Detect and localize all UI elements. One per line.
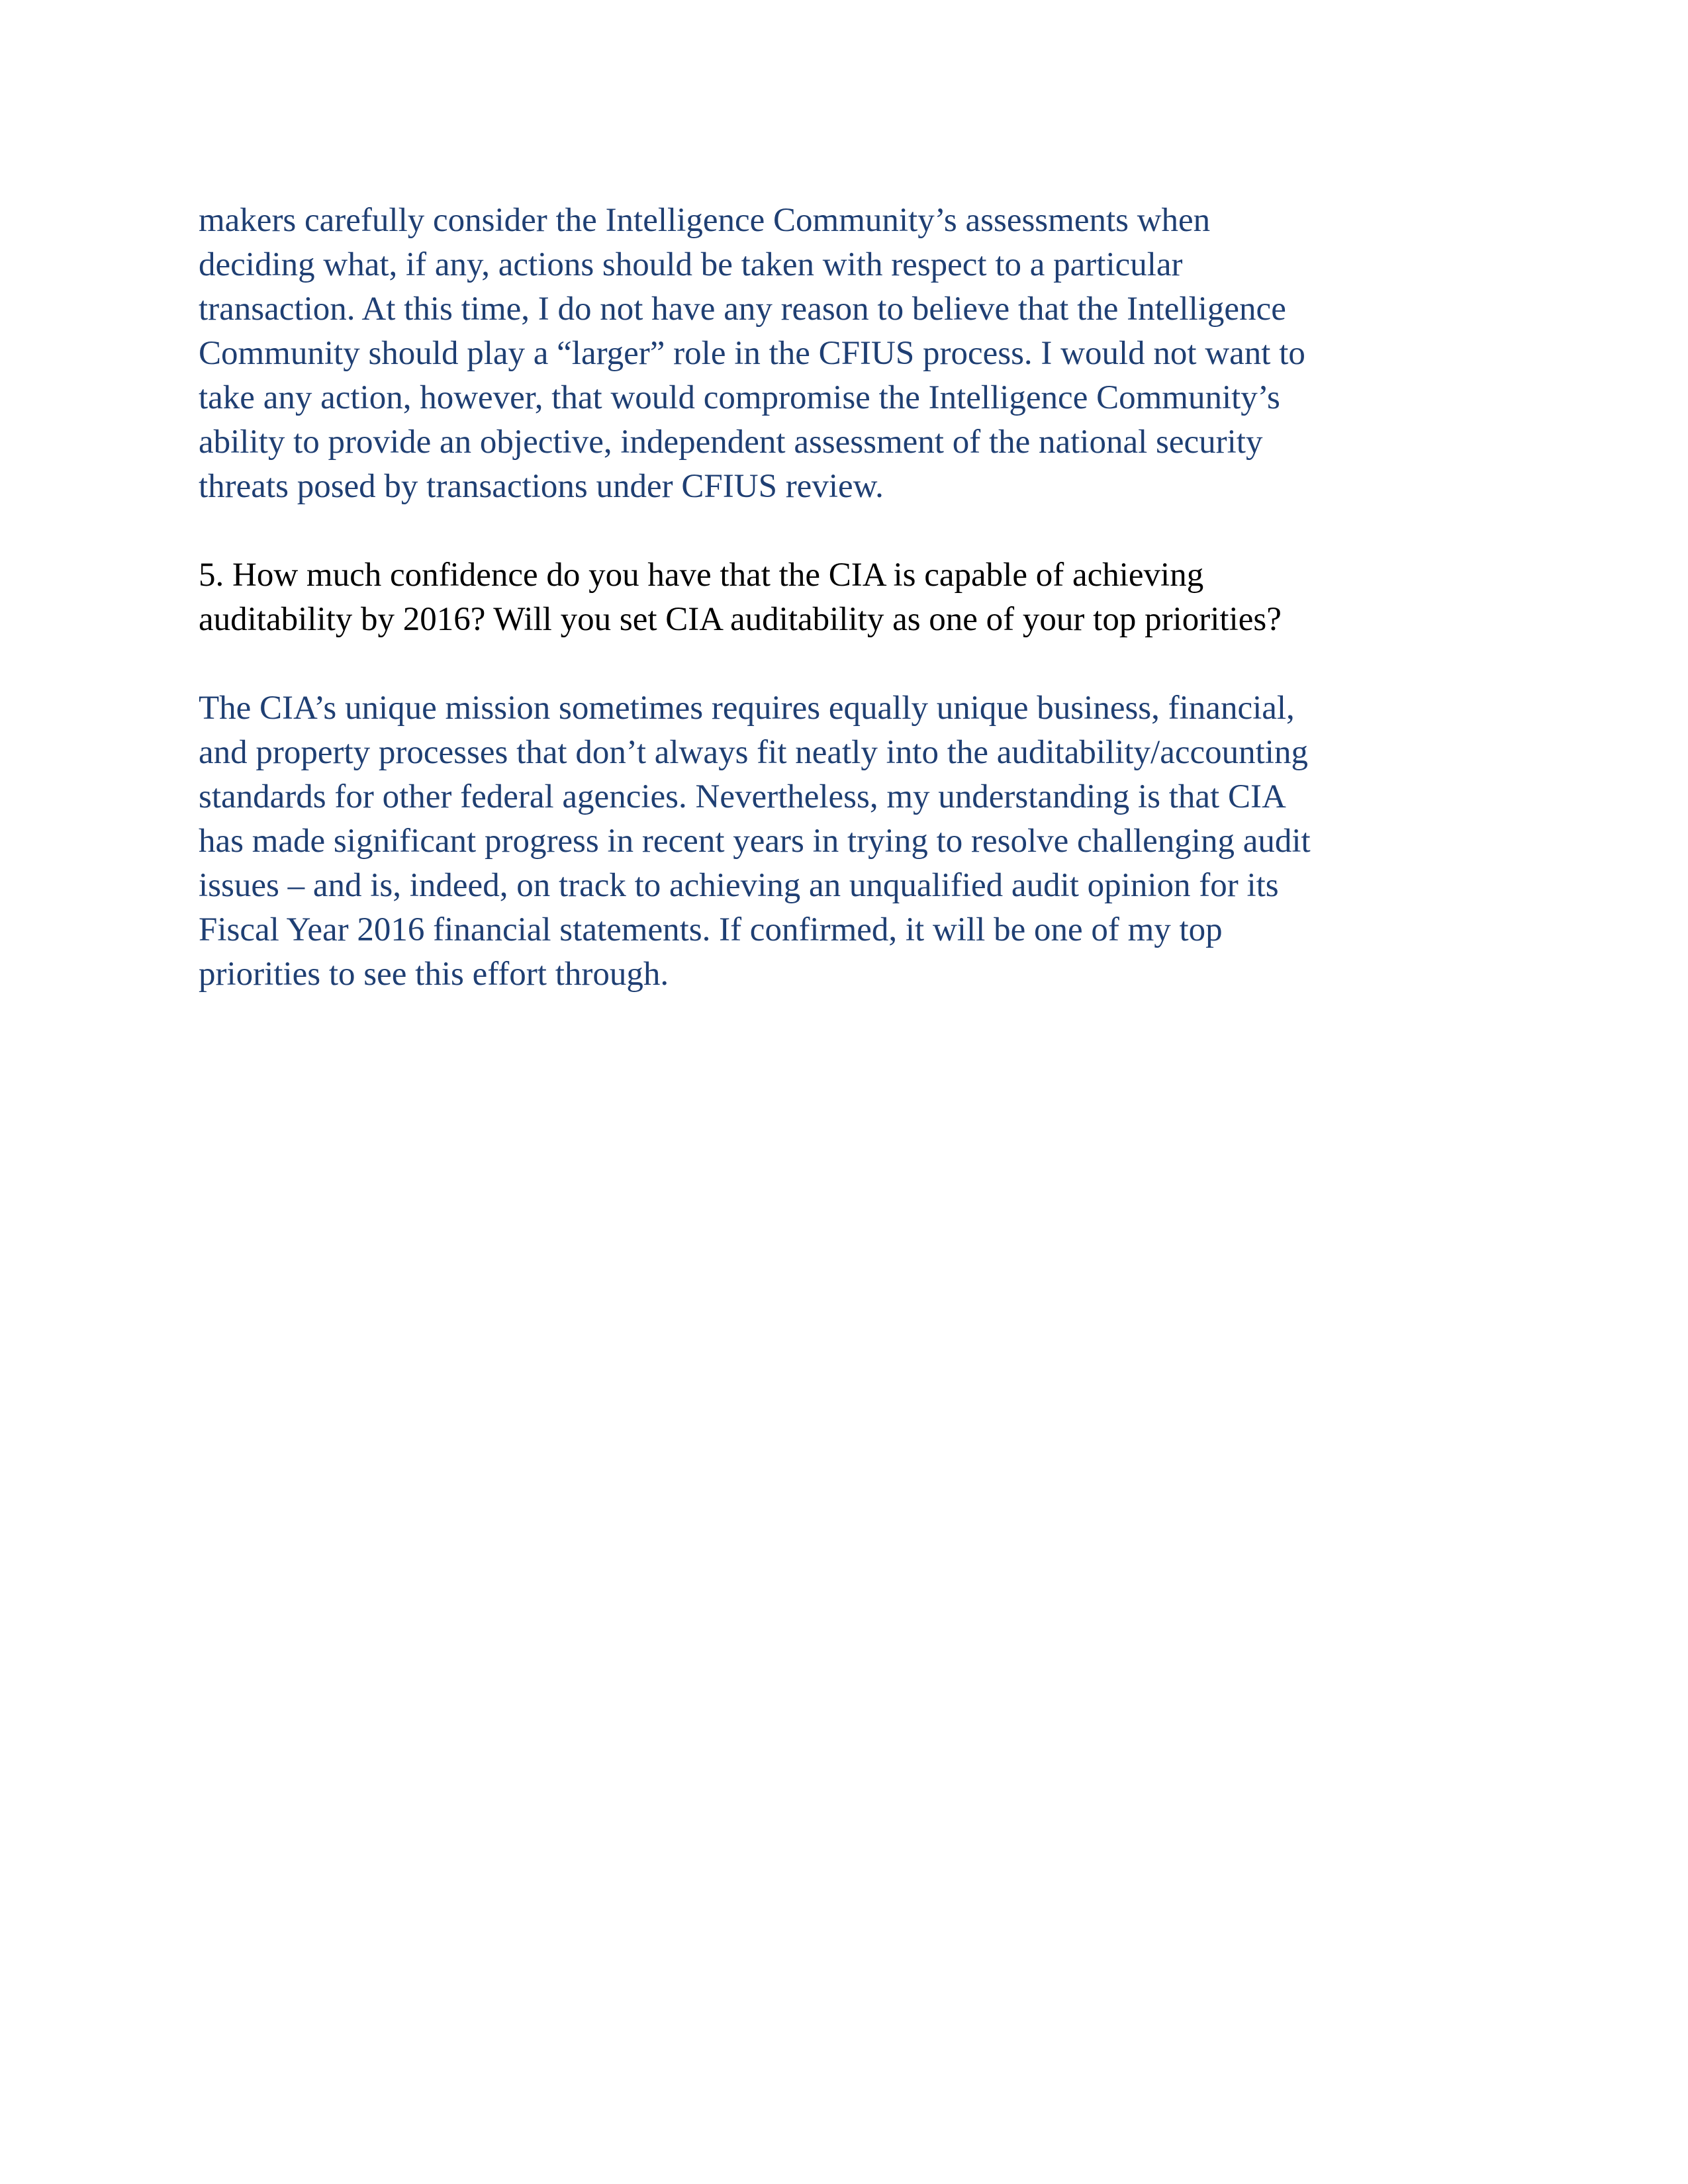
text-line: has made significant progress in recent years in trying to resolve challenging audit (199, 823, 1311, 860)
text-line: The CIA’s unique mission sometimes requires equally unique business, financial, (199, 690, 1295, 727)
text-line: threats posed by transactions under CFIUS review. (199, 468, 884, 505)
text-line: take any action, however, that would compromise the Intelligence Community’s (199, 379, 1280, 416)
text-line: issues – and is, indeed, on track to achieving an unqualified audit opinion for its (199, 867, 1279, 904)
text-line: transaction. At this time, I do not have any reason to believe that the Intelligence (199, 291, 1286, 328)
text-line: Fiscal Year 2016 financial statements. If confirmed, it will be one of my top (199, 911, 1223, 948)
text-line: makers carefully consider the Intelligence Community’s assessments when (199, 202, 1211, 239)
answer-paragraph-continued (199, 199, 1496, 509)
text-line: auditability by 2016? Will you set CIA auditability as one of your top priorities? (199, 601, 1282, 638)
text-line: priorities to see this effort through. (199, 956, 669, 993)
text-line: 5. How much confidence do you have that the CIA is capable of achieving (199, 557, 1204, 594)
text-line: deciding what, if any, actions should be taken with respect to a particular (199, 246, 1183, 283)
answer-5-paragraph (199, 686, 1496, 997)
text-line: ability to provide an objective, independent assessment of the national security (199, 424, 1263, 461)
text-line: and property processes that don’t always fit neatly into the auditability/accounting (199, 734, 1308, 771)
text-line: Community should play a “larger” role in the CFIUS process. I would not want to (199, 335, 1305, 372)
question-5-paragraph (199, 553, 1496, 642)
text-line: standards for other federal agencies. Nevertheless, my understanding is that CIA (199, 778, 1286, 815)
